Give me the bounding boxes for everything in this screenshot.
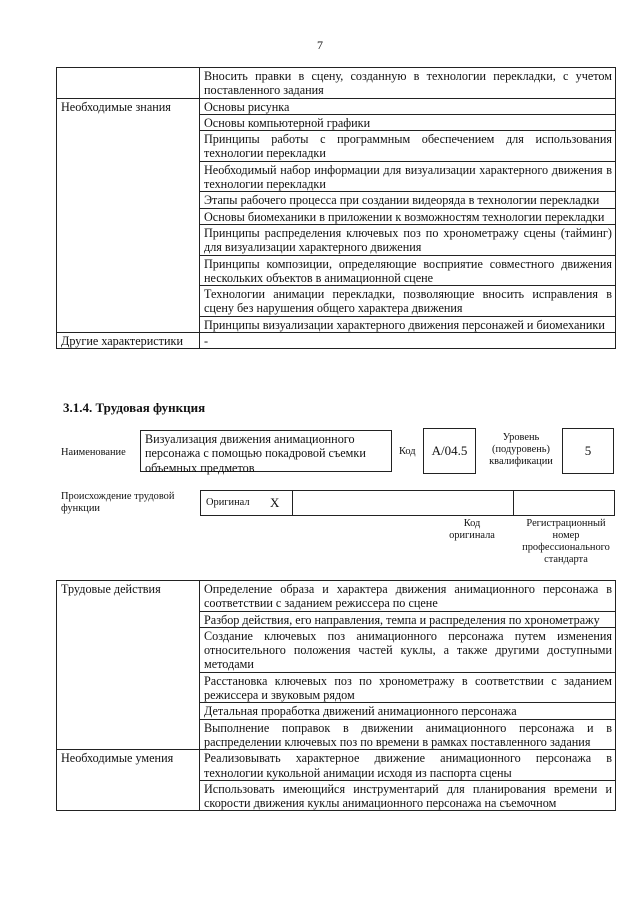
origin-label: Происхождение трудовой функции (61, 491, 175, 514)
row-item: Использовать имеющийся инструментарий для планирования времени и скорости движения куклы анимационного персонажа на съемочном (200, 780, 616, 811)
row-item: Создание ключевых поз анимационного персонажа путем изменения относительного положения частей куклы, а также другими доступными методами (200, 627, 616, 672)
row-item: Реализовывать характерное движение анимационного персонажа в технологии кукольной анимации исходя из паспорта сцены (200, 750, 616, 781)
code-label: Код (399, 446, 416, 457)
table-row (57, 333, 616, 349)
name-label: Наименование (61, 447, 126, 458)
knowledge-table (56, 67, 616, 349)
row-item: Разбор действия, его направления, темпа и распределения по хронометражу (200, 611, 616, 627)
page-number: 7 (317, 38, 323, 52)
knowledge-table-body (57, 68, 616, 349)
origin-divider (292, 490, 293, 516)
level-label: Уровень (подуровень) квалификации (489, 432, 553, 467)
original-label: Оригинал (206, 497, 250, 508)
origin-row (200, 490, 615, 516)
row-label: Трудовые действия (57, 581, 200, 750)
row-item: - (200, 333, 616, 349)
row-item: Основы компьютерной графики (200, 114, 616, 130)
row-item: Основы рисунка (200, 98, 616, 114)
row-label: Необходимые умения (57, 750, 200, 811)
row-label: Другие характеристики (57, 333, 200, 349)
function-code-box: А/04.5 (423, 428, 476, 474)
row-item: Основы биомеханики в приложении к возможностям технологии перекладки (200, 208, 616, 224)
origin-divider (513, 490, 514, 516)
table-row (57, 581, 616, 612)
function-name-box: Визуализация движения анимационного персонажа с помощью покадровой съемки объемных предметов (140, 430, 392, 472)
section-title: 3.1.4. Трудовая функция (63, 400, 206, 415)
table-row (57, 750, 616, 781)
row-item: Определение образа и характера движения анимационного персонажа в соответствии с заданием режиссера по сцене (200, 581, 616, 612)
row-item: Принципы распределения ключевых поз по хронометражу сцены (тайминг) для визуализации характерного движения (200, 224, 616, 255)
row-item: Детальная проработка движений анимационного персонажа (200, 703, 616, 719)
row-item: Технологии анимации перекладки, позволяющие вносить исправления в сцену без нарушения общего характера движения (200, 286, 616, 317)
code-original-label: Код оригинала (449, 518, 495, 541)
row-item: Принципы визуализации характерного движения персонажей и биомеханики (200, 316, 616, 332)
row-item: Выполнение поправок в движении анимационного персонажа и в распределении ключевых поз по времени в рамках поставленного задания (200, 719, 616, 750)
row-item: Этапы рабочего процесса при создании видеоряда в технологии перекладки (200, 192, 616, 208)
reg-number-label: Регистрационный номер профессионального стандарта (522, 518, 610, 565)
row-item: Принципы композиции, определяющие восприятие совместного движения нескольких объектов в анимационной сцене (200, 255, 616, 286)
row-label (57, 68, 200, 99)
table-row (57, 68, 616, 99)
actions-table (56, 580, 616, 811)
row-item: Принципы работы с программным обеспечением для использования технологии перекладки (200, 131, 616, 162)
row-item: Расстановка ключевых поз по хронометражу в соответствии с заданием режиссера и звуковым рядом (200, 672, 616, 703)
row-item: Необходимый набор информации для визуализации характерного движения в технологии перекладки (200, 161, 616, 192)
original-mark: X (270, 495, 280, 510)
row-label: Необходимые знания (57, 98, 200, 332)
level-value-box: 5 (562, 428, 614, 474)
table-row (57, 98, 616, 114)
row-item: Вносить правки в сцену, созданную в технологии перекладки, с учетом поставленного задания (200, 68, 616, 99)
actions-table-body (57, 581, 616, 811)
